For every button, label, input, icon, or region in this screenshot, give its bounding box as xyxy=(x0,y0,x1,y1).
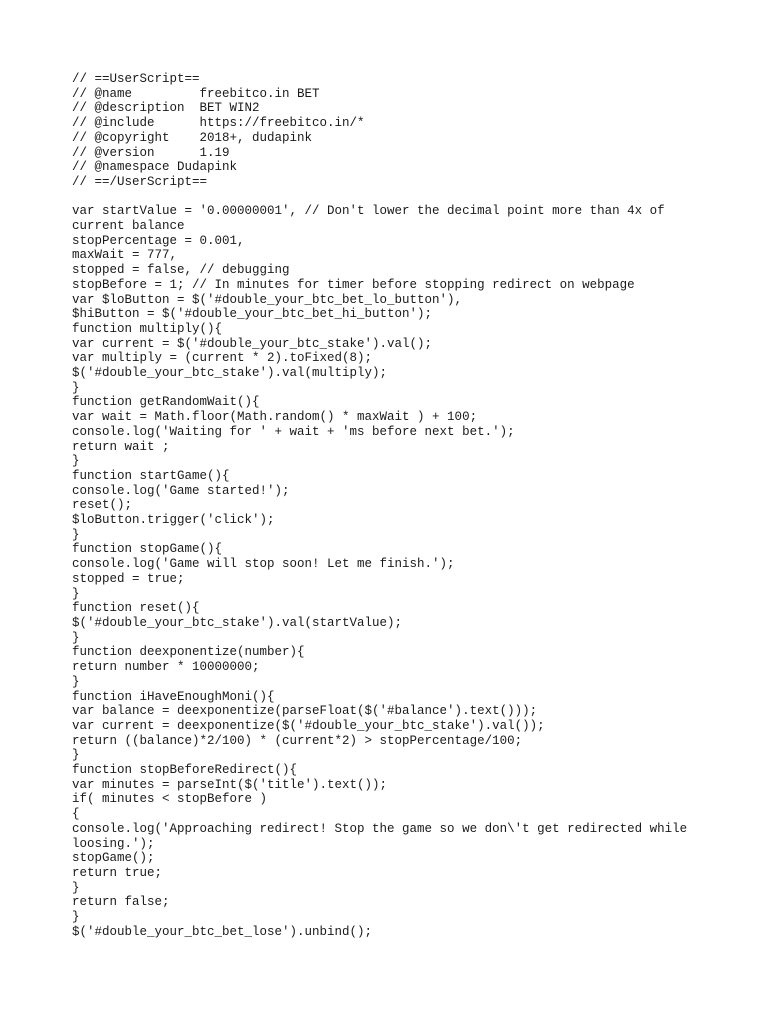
code-line: } xyxy=(72,454,80,469)
code-line: } xyxy=(72,748,80,763)
code-line: if( minutes < stopBefore ) xyxy=(72,792,268,807)
code-line: // @version 1.19 xyxy=(72,145,230,160)
code-line: // @namespace Dudapink xyxy=(72,160,238,175)
code-line: $('#double_your_btc_bet_lose').unbind(); xyxy=(72,924,373,939)
code-line: var minutes = parseInt($('title').text()); xyxy=(72,777,388,792)
code-line: return ((balance)*2/100) * (current*2) > stopPercentage/100; xyxy=(72,733,523,748)
code-line: function startGame(){ xyxy=(72,468,230,483)
code-line: function stopGame(){ xyxy=(72,542,223,557)
code-line: stopped = true; xyxy=(72,571,185,586)
code-line: reset(); xyxy=(72,498,133,513)
code-line: var current = $('#double_your_btc_stake').val(); xyxy=(72,336,433,351)
code-line: // ==UserScript== xyxy=(72,72,200,86)
code-line: var balance = deexponentize(parseFloat($('#balance').text())); xyxy=(72,704,538,719)
code-line: } xyxy=(72,630,80,645)
code-line: return false; xyxy=(72,895,170,910)
code-line: } xyxy=(72,527,80,542)
code-line: // @copyright 2018+, dudapink xyxy=(72,130,313,145)
code-line: function stopBeforeRedirect(){ xyxy=(72,763,298,778)
code-line: console.log('Game started!'); xyxy=(72,483,290,498)
code-line: } xyxy=(72,880,80,895)
code-line: { xyxy=(72,807,80,822)
code-line: return number * 10000000; xyxy=(72,660,260,675)
code-line: $hiButton = $('#double_your_btc_bet_hi_button'); xyxy=(72,307,433,322)
code-line: } xyxy=(72,586,80,601)
code-line: var startValue = '0.00000001', // Don't lower the decimal point more than 4x of xyxy=(72,204,665,219)
code-line: maxWait = 777, xyxy=(72,248,178,263)
code-line: var multiply = (current * 2).toFixed(8); xyxy=(72,351,373,366)
code-line xyxy=(72,190,712,205)
code-line: loosing.'); xyxy=(72,836,155,851)
code-line: var current = deexponentize($('#double_your_btc_stake').val()); xyxy=(72,718,545,733)
code-line: var wait = Math.floor(Math.random() * maxWait ) + 100; xyxy=(72,410,478,425)
code-line: stopPercentage = 0.001, xyxy=(72,233,245,248)
code-line: console.log('Approaching redirect! Stop the game so we don\'t get redirected while xyxy=(72,821,688,836)
code-line: $loButton.trigger('click'); xyxy=(72,513,275,528)
code-listing xyxy=(72,72,712,939)
code-line: } xyxy=(72,380,80,395)
code-line: // @description BET WIN2 xyxy=(72,101,260,116)
code-line: // @name freebitco.in BET xyxy=(72,86,320,101)
code-line: function deexponentize(number){ xyxy=(72,645,305,660)
code-line: current balance xyxy=(72,219,185,234)
code-line: function reset(){ xyxy=(72,601,200,616)
code-line: return wait ; xyxy=(72,439,170,454)
code-line: function getRandomWait(){ xyxy=(72,395,260,410)
code-line: // @include https://freebitco.in/* xyxy=(72,116,365,131)
code-line: return true; xyxy=(72,865,163,880)
code-line: $('#double_your_btc_stake').val(startValue); xyxy=(72,616,403,630)
code-line: function iHaveEnoughMoni(){ xyxy=(72,689,275,704)
code-line: } xyxy=(72,674,80,689)
code-line: function multiply(){ xyxy=(72,321,223,336)
code-line: var $loButton = $('#double_your_btc_bet_lo_button'), xyxy=(72,292,463,307)
code-line: console.log('Game will stop soon! Let me finish.'); xyxy=(72,557,455,572)
code-line: // ==/UserScript== xyxy=(72,174,208,189)
code-line: stopped = false, // debugging xyxy=(72,263,290,278)
code-line: stopGame(); xyxy=(72,851,155,866)
code-line: console.log('Waiting for ' + wait + 'ms before next bet.'); xyxy=(72,424,515,439)
code-line: $('#double_your_btc_stake').val(multiply); xyxy=(72,366,388,381)
code-line: } xyxy=(72,910,80,925)
code-line: stopBefore = 1; // In minutes for timer before stopping redirect on webpage xyxy=(72,277,635,292)
